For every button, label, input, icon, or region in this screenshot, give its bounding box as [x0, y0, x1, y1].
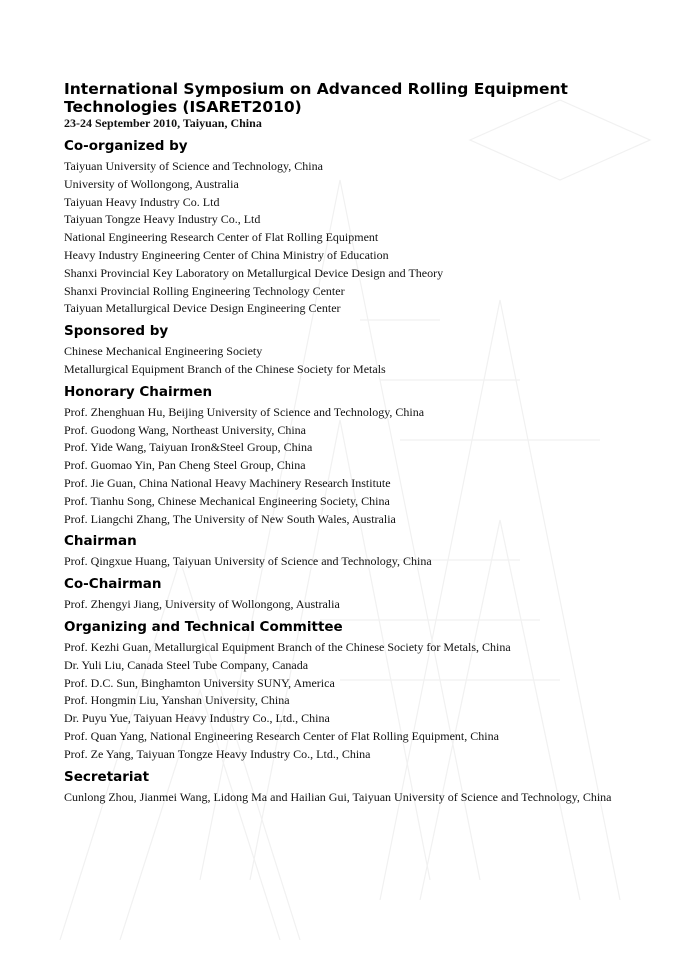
chairman-list — [64, 553, 624, 571]
secretariat-heading: Secretariat — [64, 768, 150, 785]
conference-title: International Symposium on Advanced Rolling Equipment Technologies (ISARET2010) — [64, 80, 568, 116]
list-item: National Engineering Research Center of Flat Rolling Equipment — [64, 230, 379, 245]
list-item: Prof. Kezhi Guan, Metallurgical Equipment Branch of the Chinese Society for Metals, China — [64, 639, 511, 654]
list-item: Shanxi Provincial Rolling Engineering Technology Center — [64, 283, 345, 298]
honorary-chairmen-heading: Honorary Chairmen — [64, 383, 213, 400]
sponsors-list — [64, 343, 624, 379]
list-item: Prof. Quan Yang, National Engineering Research Center of Flat Rolling Equipment, China — [64, 728, 499, 743]
list-item: Prof. Ze Yang, Taiyuan Tongze Heavy Industry Co., Ltd., China — [64, 746, 371, 761]
honorary-chairmen-list — [64, 404, 624, 529]
co-chairman-heading: Co-Chairman — [64, 576, 162, 593]
list-item: University of Wollongong, Australia — [64, 176, 239, 191]
co-organized-heading: Co-organized by — [64, 138, 188, 154]
list-item: Dr. Puyu Yue, Taiyuan Heavy Industry Co., Ltd., China — [64, 711, 330, 726]
co-chairman-list — [64, 596, 624, 614]
sponsored-heading: Sponsored by — [64, 323, 169, 340]
document-body — [64, 80, 624, 806]
chairman-heading: Chairman — [64, 533, 137, 550]
list-item: Metallurgical Equipment Branch of the Chinese Society for Metals — [64, 361, 386, 376]
list-item: Prof. Guodong Wang, Northeast University, China — [64, 422, 307, 437]
list-item: Chinese Mechanical Engineering Society — [64, 344, 263, 359]
conference-date-location: 23-24 September 2010, Taiyuan, China — [64, 116, 262, 130]
list-item: Prof. Liangchi Zhang, The University of New South Wales, Australia — [64, 511, 396, 526]
co-organizers-list — [64, 158, 624, 318]
list-item: Prof. Qingxue Huang, Taiyuan University of Science and Technology, China — [64, 554, 432, 569]
list-item: Dr. Yuli Liu, Canada Steel Tube Company, Canada — [64, 657, 309, 672]
list-item: Taiyuan Heavy Industry Co. Ltd — [64, 194, 220, 209]
list-item: Prof. D.C. Sun, Binghamton University SUNY, America — [64, 675, 335, 690]
list-item: Shanxi Provincial Key Laboratory on Metallurgical Device Design and Theory — [64, 265, 444, 280]
list-item: Prof. Jie Guan, China National Heavy Machinery Research Institute — [64, 475, 391, 490]
list-item: Prof. Zhenghuan Hu, Beijing University of Science and Technology, China — [64, 404, 425, 419]
list-item: Taiyuan Tongze Heavy Industry Co., Ltd — [64, 212, 261, 227]
secretariat-text: Cunlong Zhou, Jianmei Wang, Lidong Ma and Hailian Gui, Taiyuan University of Science and Technology, China — [64, 789, 612, 804]
list-item: Heavy Industry Engineering Center of China Ministry of Education — [64, 247, 389, 262]
list-item: Prof. Guomao Yin, Pan Cheng Steel Group, China — [64, 458, 306, 473]
committee-list — [64, 639, 624, 764]
list-item: Prof. Hongmin Liu, Yanshan University, China — [64, 693, 290, 708]
list-item: Taiyuan University of Science and Technology, China — [64, 159, 323, 173]
list-item: Prof. Tianhu Song, Chinese Mechanical Engineering Society, China — [64, 493, 390, 508]
list-item: Prof. Zhengyi Jiang, University of Wollongong, Australia — [64, 597, 340, 612]
list-item: Taiyuan Metallurgical Device Design Engineering Center — [64, 301, 341, 316]
list-item: Prof. Yide Wang, Taiyuan Iron&Steel Group, China — [64, 440, 313, 455]
committee-heading: Organizing and Technical Committee — [64, 618, 343, 635]
